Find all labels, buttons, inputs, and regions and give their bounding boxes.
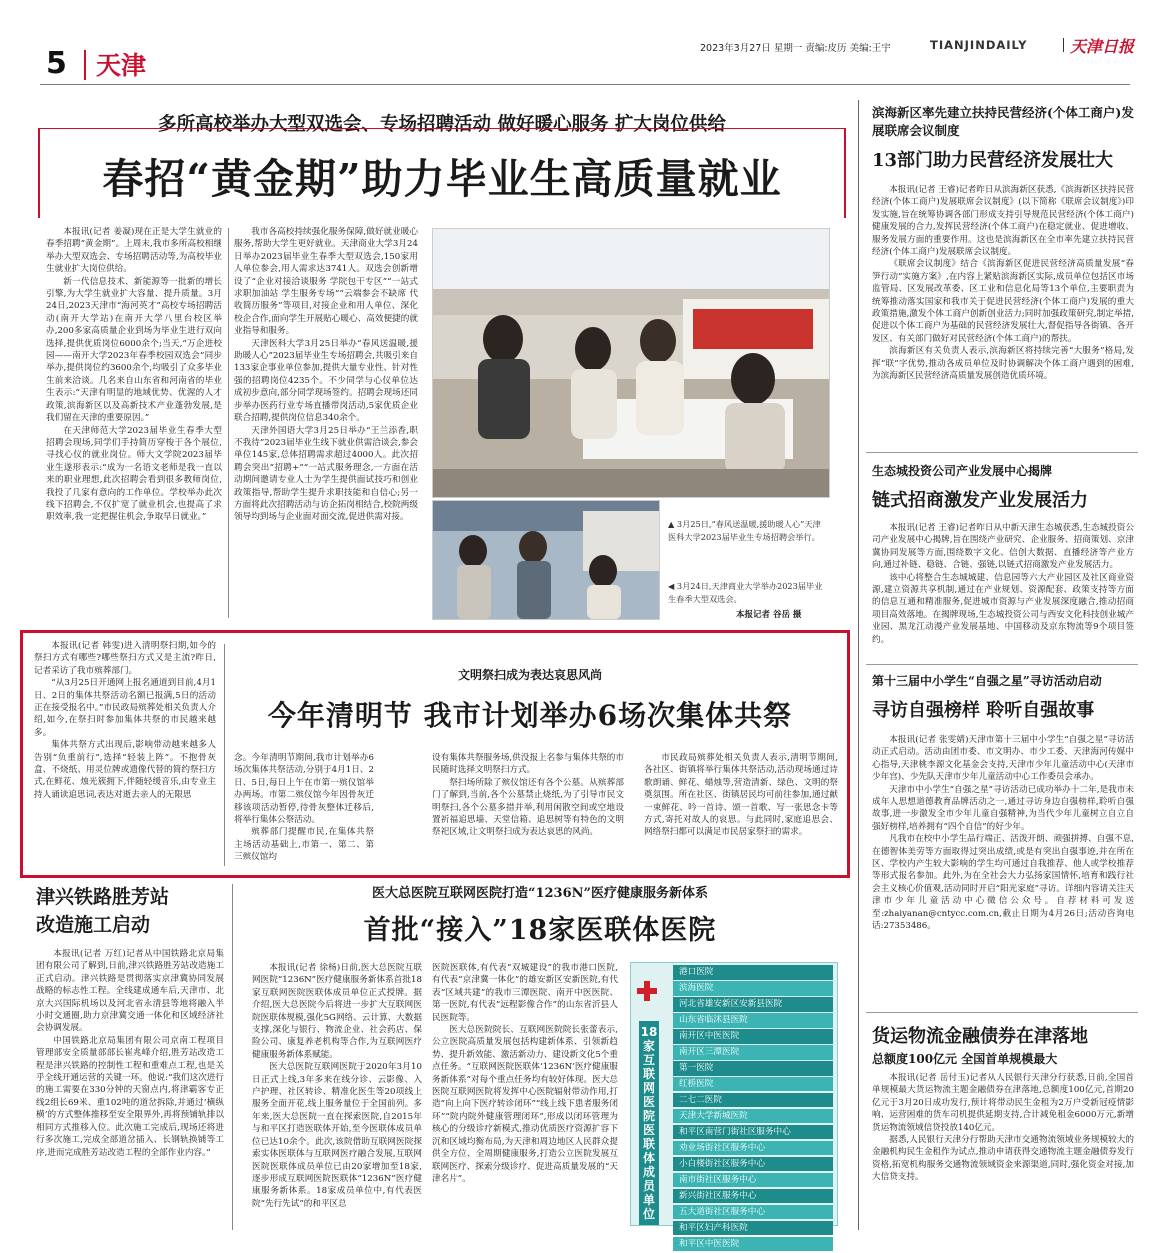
lead-p2: 新一代信息技术、新能源等一批新的增长引擎,为大学生就业扩大容量、提升质量。3月24日,2023天津市“海河英才”高校专场招聘活动(南开大学站)在南开大学八里台校区举办,200多家高质量企业到场为毕业生进行双向选择,提供优质岗位6000余个;当天,“万企进校园——南开大学2023年春季校园双选会”同步举办,提供岗位约3600余个,均吸引了众多毕业生前来洽谈。几名来自山东省和河南省的毕业生表示:“天津有明显的地域优势、优渥的人才政策,滨海新区以及高新技术产业蓬勃发展,是我们留在天津的重要原因。” [46, 276, 222, 424]
rc-a4-body [872, 1072, 1134, 1230]
rc-a1-body [872, 184, 1134, 452]
railway-headline-1: 津兴铁路胜芳站 [36, 886, 170, 908]
date-line: 2023年3月27日 星期一 责编:皮历 美编:王宇 [700, 43, 891, 54]
member-10: 和平区南营门街社区服务中心 [673, 1125, 833, 1140]
photo-caption-2: ◀ 3月24日,天津商业大学举办2023届毕业生春季大型双选会。 [668, 581, 823, 604]
lead-col-divider [228, 228, 229, 618]
section-divider [84, 50, 86, 80]
hospital-p2: 医大总医院互联网医院于2020年3月10日正式上线,3年多来在线分诊、云影像、入户护理、社区转诊、精准化医生等20项线上服务全面开花,线上服务量位于全国前列。多年来,医大总医院一直在探索医院,自2015年与和平区打造医联体开始,至今医联体成员单位已达10余个。此次,该院借助互联网医院探索实体医联体与互联网医疗融合发展,互联网医院医联体成员单位已由20家增加至18家,逐步形成互联网医院医联体“1236N”医疗健康服务新体系。18家成员单位中,有代表医院“先行先试”的和平区总 [252, 1062, 422, 1209]
member-list-title: 18家互联网医院医联体成员单位 [639, 1021, 659, 1225]
lead-p5: 天津医科大学3月25日举办“春风送温暖,援助暖人心”2023届毕业生专场招聘会,共吸引来自133家企事业单位参加,提供大量专业性、针对性强的招聘岗位4235个。不少同学与心仪单位达成初步意向,部分同学现场签约。招聘会现场还同步举办医药行业专场直播带岗活动,5家优质企业联合招聘,提供岗位信息340余个。 [234, 338, 418, 424]
member-list [673, 965, 833, 1253]
hospital-col-2 [432, 962, 618, 1230]
railway-divider [232, 884, 233, 1230]
lead-p1: 本报讯(记者 姜凝)现在正是大学生就业的春季招聘“黄金期”。上周末,我市多所高校相继举办大型双选会、专场招聘活动等,为高校毕业生就业扩大岗位供给。 [46, 227, 222, 275]
member-13: 南市街社区服务中心 [673, 1173, 833, 1188]
member-9: 天津大学新城医院 [673, 1109, 833, 1124]
hospital-p1: 本报讯(记者 徐杨)日前,医大总医院互联网医院“1236N”医疗健康服务新体系首批18家互联网医院医联体成员单位正式授牌。据介绍,医大总医院今后将进一步扩大互联网医院医联体规模,强化5G网络、云计算、大数据支撑,深化与银行、物流企业、社会药店、保险公司、康复养老机构等合作,为互联网医疗健康服务新体系赋能。 [252, 963, 422, 1060]
rc-a2-body [872, 522, 1134, 662]
job-fair-photo [432, 228, 830, 498]
member-0: 港口医院 [673, 965, 833, 980]
member-17: 和平区中医医院 [673, 1237, 833, 1252]
career-fair-photo [432, 500, 660, 620]
photo-credit: 本报记者 谷岳 摄 [736, 610, 802, 620]
rc-a1-p3: 滨海新区有关负责人表示,滨海新区将持续完善“大服务”格局,发挥“联”字优势,推动各成员单位及时协调解决个体工商户遇到的困难,为滨海新区民营经济高质量发展创造优质环境。 [872, 346, 1134, 382]
rc-rule-3 [866, 1012, 1138, 1013]
qingming-kicker: 文明祭扫成为表达哀思风尚 [457, 668, 602, 682]
rc-a4-p1: 本报讯(记者 岳付玉)记者从人民银行天津分行获悉,日前,全国首单规模最大货运物流主题金融债券在津落地,总额度100亿元,首期20亿元于3月20日成功发行,预计将带动民生金租为2万户受新冠疫情影响、运营困难的货车司机提供延期支持,合计减免租金6000万元,新增货运物流领域信贷投放140亿元。 [872, 1073, 1134, 1133]
masthead [0, 0, 1169, 92]
rc-a3-kicker: 第十三届中小学生“自强之星”寻访活动启动 [872, 674, 1102, 688]
member-3: 山东省临沭县医院 [673, 1013, 833, 1028]
rc-a3-p1: 本报讯(记者 张雯婧)天津市第十三届中小学生“自强之星”寻访活动正式启动。活动由团市委、市文明办、市少工委、天津海河传媒中心指导,天津桃李源文化基金会支持,天津市少年儿童活动中心(天津市少年宫)、少先队天津市少年儿童活动中心工作委员会承办。 [872, 735, 1134, 783]
rc-a4-headline: 货运物流金融债券在津落地 [872, 1026, 1088, 1047]
lead-p6: 天津外国语大学3月25日举办“王兰添香,职不我待”2023届毕业生线下就业供需洽谈会,参会单位145家,总体招聘需求超过4000人。此次招聘会突出“招聘+”“一站式服务理念,一方面在活动期间邀请专业人士为学生提供面试技巧和创业政策指导,帮助学生提升求职技能和自信心;另一方面将此次招聘活动与访企拓岗相结合,校院两级领导均到场与企业面对面交流,促进供需对接。 [234, 425, 418, 523]
red-cross-icon [637, 981, 657, 1001]
rc-a2-kicker: 生态城投资公司产业发展中心揭牌 [872, 464, 1053, 478]
qingming-headline: 今年清明节 我市计划举办6场次集体共祭 [267, 699, 793, 732]
member-15: 五大道街社区服务中心 [673, 1205, 833, 1220]
hospital-headline: 首批“接入”18家医联体医院 [363, 915, 717, 946]
railway-headline-2: 改造施工启动 [36, 914, 151, 936]
masthead-sep [1063, 38, 1064, 52]
member-7: 红桥医院 [673, 1077, 833, 1092]
rc-a4-p2: 据悉,人民银行天津分行帮助天津市交通物流领域业务规模较大的金融机构民生金租作为试点,推动申请获得交通物流主题金融债券发行资格,拓宽机构服务交通物流领域资金来源渠道,同时,强化资金对接,加大信贷支持。 [872, 1135, 1134, 1183]
qingming-p7: 祭扫场所除了殡仪馆还有各个公墓。从殡葬部门了解到,当前,各个公墓禁止烧纸,为了引导市民文明祭扫,各个公墓多措并举,利用闲散空间或空地设置祈福追思墙、天堂信箱、追思树等有特色的文明祭祀区域,让文明祭扫成为表达哀思的风尚。 [432, 777, 624, 838]
hospital-p4: 医大总医院院长、互联网医院院长张蕾表示,公立医院高质量发展包括构建新体系、引领新趋势、提升新效能、激活新动力、建设新文化5个重点任务。“互联网医院医联体‘1236N’医疗健康服务新体系”对每个重点任务均有较好体现。医大总医院互联网医院将发挥中心医院辐射带动作用,打造“向上向下医疗转诊闭环”“线上线下患者服务闭环”“院内院外健康管理闭环”,形成以闭环管理为核心的分级诊疗新模式,推动优质医疗资源扩容下沉和区域均衡布局,为天津和周边地区人民群众提供全方位、全周期健康服务,打造公立医院发展互联网医疗、探索分级诊疗、促进高质量发展的“天津名片”。 [432, 1025, 618, 1184]
masthead-rule [40, 84, 1130, 85]
qingming-col-4 [644, 752, 838, 872]
railway-p2: 中国铁路北京局集团有限公司京南工程项目管理部安全质量部部长崔兆峰介绍,胜芳站改造工程是津兴铁路的控制性工程和重难点工程,也是关乎全线开通运营的关键一环。他说:“我们这次进行的施工需要在330分钟的天窗点内,将津霸客专正线2组长69米、重102吨的道岔拆除,并通过‘横纵横’的方式整体推移至安全限界外,再将预铺轨排以相同方式推移入位。此次施工完成后,现场还将进行多次施工,完成全部道岔插入、长钢轨换铺等工序,进而完成胜芳站改造工程的全部作业内容。” [36, 1035, 224, 1158]
rc-a4-subhead: 总额度100亿元 全国首单规模最大 [872, 1052, 1058, 1066]
member-16: 和平区妇产科医院 [673, 1221, 833, 1236]
member-14: 新兴街社区服务中心 [673, 1189, 833, 1204]
qingming-col-3 [432, 752, 624, 872]
member-4: 南开区中医医院 [673, 1029, 833, 1044]
qingming-p1: 本报讯(记者 韩雯)进入清明祭扫期,如今的祭扫方式有哪些?哪些祭扫方式又是主流?昨日,记者采访了我市殡葬部门。 [34, 641, 216, 676]
hospital-col-1 [252, 962, 422, 1230]
member-12: 小白楼街社区服务中心 [673, 1157, 833, 1172]
hospital-kicker: 医大总医院互联网医院打造“1236N”医疗健康服务新体系 [371, 886, 709, 901]
lead-col-2 [234, 226, 418, 618]
qingming-p2: “从3月25日开通网上报名通道到目前,4月1日、2日的集体共祭活动名额已报满,5日的活动正在接受报名中。”市民政局殡葬处相关负责人介绍,如今,在祭扫时参加集体共祭的市民越来越多。 [34, 678, 216, 738]
rc-a1-p1: 本报讯(记者 王睿)记者昨日从滨海新区获悉,《滨海新区扶持民营经济(个体工商户)发展联席会议制度》(以下简称《联席会议制度》)印发实施,旨在统筹协调各部门形成支持引导规范民营经济(个体工商户)健康发展的合力,发挥民营经济(个体工商户)在稳定就业、促进增收、服务发展方面的重要作用。这也是滨海新区在全市率先建立扶持民营经济(个体工商户)发展联席会议制度。 [872, 185, 1134, 258]
qingming-col-1 [34, 640, 216, 870]
page-number: 5 [46, 46, 67, 81]
qingming-col-2 [234, 752, 374, 872]
lead-col-1 [46, 226, 222, 618]
member-8: 二七二医院 [673, 1093, 833, 1108]
lead-kicker: 多所高校举办大型双选会、专场招聘活动 做好暖心服务 扩大岗位供给 [158, 114, 726, 135]
rc-rule-2 [866, 664, 1138, 665]
rc-a3-p3: 凡我市在校中小学生品行端正、活泼开朗、顽强拼搏、自强不息,在德智体美劳等方面取得过突出成绩,或是有突出自强事迹,并在所在区、学校内产生较大影响的学生均可通过自我推荐、他人或学校推荐等形式报名参加。此外,为在全社会大力弘扬家国情怀,培育和践行社会主义核心价值观,活动同时开启“阳光家庭”寻访。详细内容请关注天津市少年儿童活动中心微信公众号。自荐材料可发送至:zhaiyanan@cntycc.com.cn,截止日期为4月26日;活动咨询电话:27353486。 [872, 834, 1134, 932]
rc-a1-p2: 《联席会议制度》结合《滨海新区促进民营经济高质量发展“春笋行动”实施方案》,在内容上紧贴滨海新区实际,成员单位包括区市场监管局、区发展改革委、区工业和信息化局等13个单位,主要职责为统筹推动落实国家和我市关于促进民营经济(个体工商户)发展的重大政策措施,激发个体工商户创新创业活力;同时加强政策研究,制定举措,促进以个体工商户为基础的民营经济发展壮大,督促指导各街镇、各开发区、有关部门做好对民营经济(个体工商户)的帮扶。 [872, 259, 1134, 344]
hospital-p3: 医院医联体,有代表“双城建设”的我市港口医院,有代表“京津冀一体化”的雄安新区安新医院,有代表“区域共建”的我市三潭医院、南开中医医院、第一医院,有代表“远程影像合作”的山东省沂县人民医院等。 [432, 963, 618, 1023]
qingming-p3: 集体共祭方式出现后,影响带动越来越多人告别“负重前行”,选择“轻装上阵”。不抱骨灰盒、不烧纸、用灵位牌或遗像代替的简约祭扫方式,在鲜花、烛光簇拥下,伴随轻缓音乐,由专业主持人诵读追思词,表达对逝去亲人的无限思 [34, 740, 216, 800]
qingming-p4: 念。今年清明节期间,我市计划举办6场次集体共祭活动,分别于4月1日、2日、5日,每日上午在市第一殡仪馆举办两场。市第二殡仪馆今年因骨灰迁移该项活动暂停,待骨灰整体迁移后,将举行集体公祭活动。 [234, 753, 374, 826]
member-2: 河北省雄安新区安新县医院 [673, 997, 833, 1012]
rc-rule-1 [866, 452, 1138, 453]
paper-name-en: TIANJINDAILY [930, 38, 1028, 52]
rc-a2-headline: 链式招商激发产业发展活力 [872, 490, 1088, 511]
rc-a1-headline: 13部门助力民营经济发展壮大 [872, 150, 1114, 171]
member-6: 第一医院 [673, 1061, 833, 1076]
photo-caption-1: ▲ 3月25日,“春风送温暖,援助暖人心”天津医科大学2023届毕业生专场招聘会举行。 [668, 519, 821, 542]
paper-name-cn: 天津日报 [1070, 37, 1135, 56]
lead-p4: 我市各高校持续强化服务保障,做好就业暖心服务,帮助大学生更好就业。天津商业大学3月24日举办2023届毕业生春季大型双选会,150家用人单位参会,用人需求达3741人。双选会创新增设了“企业对接洽谈服务 学院包干专区”“一站式求职加油站 学生服务专场”“云端参会不缺席 代收简历服务”等项目,对接企业和用人单位、深化校企合作,面向学生开展贴心暖心、高效便捷的就业指导和服务。 [234, 227, 418, 337]
right-column-divider [858, 100, 859, 1230]
rc-a3-p2: 天津市中小学生“自强之星”寻访活动已成功举办十二年,是我市未成年人思想道德教育品牌活动之一,通过寻访身边自强榜样,聆听自强故事,进一步激发全市少年儿童自强精神,为当代少年儿童树立自立自强好榜样,培养拥有“四个自信”的好少年。 [872, 784, 1134, 832]
rc-a3-headline: 寻访自强榜样 聆听自强故事 [872, 700, 1095, 721]
qingming-p5: 殡葬部门提醒市民,在集体共祭主场活动基础上,市第一、第二、第三殡仪馆均 [234, 827, 374, 863]
qingming-col-divider [224, 644, 225, 866]
job-fair-photo-art [433, 229, 829, 497]
railway-p1: 本报讯(记者 万红)记者从中国铁路北京局集团有限公司了解到,日前,津兴铁路胜芳站改造施工正式启动。津兴铁路是贯彻落实京津冀协同发展战略的标志性工程。全线建成通车后,天津市、北京大兴国际机场以及河北省永清县等地将融入半小时交通圈,助力京津冀交通一体化和区域经济社会协调发展。 [36, 949, 224, 1034]
rc-a2-p1: 本报讯(记者 王睿)记者昨日从中新天津生态城获悉,生态城投资公司产业发展中心揭牌,旨在围绕产业研究、企业服务、招商策划、京津冀协同发展等方面,围绕数字文化、信创大数据、直播经济等产业方向,通过补链、稳链、合链、强链,以链式招商激发产业发展活力。 [872, 523, 1134, 571]
member-5: 南开区三潭医院 [673, 1045, 833, 1060]
lead-p3: 在天津师范大学2023届毕业生春季大型招聘会现场,同学们手持简历穿梭于各个展位,寻找心仪的就业岗位。师大文学院2023届毕业生遂形表示:“成为一名语文老师是我一直以来的职业理想,此次招聘会看到很多教师岗位,我投了几家有意向的工作单位。学校举办此次线下招聘会,不仅扩宽了就业机会,也提高了求职效率,我一定把握住机会,争取早日就业。” [46, 425, 222, 523]
rc-a3-body [872, 734, 1134, 1006]
qingming-p8: 市民政局殡葬处相关负责人表示,清明节期间,各社区、街镇将举行集体共祭活动,活动现场通过诗歌朗诵、鲜花、蜡烛等,营造清新、绿色、文明的祭奠氛围。所在社区、街镇居民均可前往参加,通过献一束鲜花、吟一首诗、颂一首歌、写一张思念卡等方式,寄托对故人的哀思。与此同时,家庭追思会、网络祭扫都可以满足市民居家祭扫的需求。 [644, 753, 838, 838]
qingming-p6: 设有集体共祭服务场,供没报上名参与集体共祭的市民随时选择文明祭扫方式。 [432, 753, 624, 776]
member-list-graphic [630, 962, 838, 1249]
rc-a1-kicker: 滨海新区率先建立扶持民营经济(个体工商户)发展联席会议制度 [872, 105, 1134, 138]
member-1: 滨海医院 [673, 981, 833, 996]
railway-body [36, 948, 224, 1230]
rc-a2-p2: 该中心将整合生态城城建、信息园等六大产业园区及社区商业资源,建立资源共享机制,通过在产业规划、资源配套、政策支持等方面的信息互通和精准服务,促进城市资源与产业发展深度融合,推动招商项目高效落地。在揭牌现场,生态城投资公司与西安文化科技创业城产业园、黑龙江动漫产业发展基地、中国移动及京东物流等9个项目签约。 [872, 572, 1134, 645]
lead-headline: 春招“黄金期”助力毕业生高质量就业 [102, 155, 782, 203]
member-11: 劝业场街社区服务中心 [673, 1141, 833, 1156]
career-fair-photo-art [433, 501, 659, 619]
section-name: 天津 [96, 51, 147, 80]
